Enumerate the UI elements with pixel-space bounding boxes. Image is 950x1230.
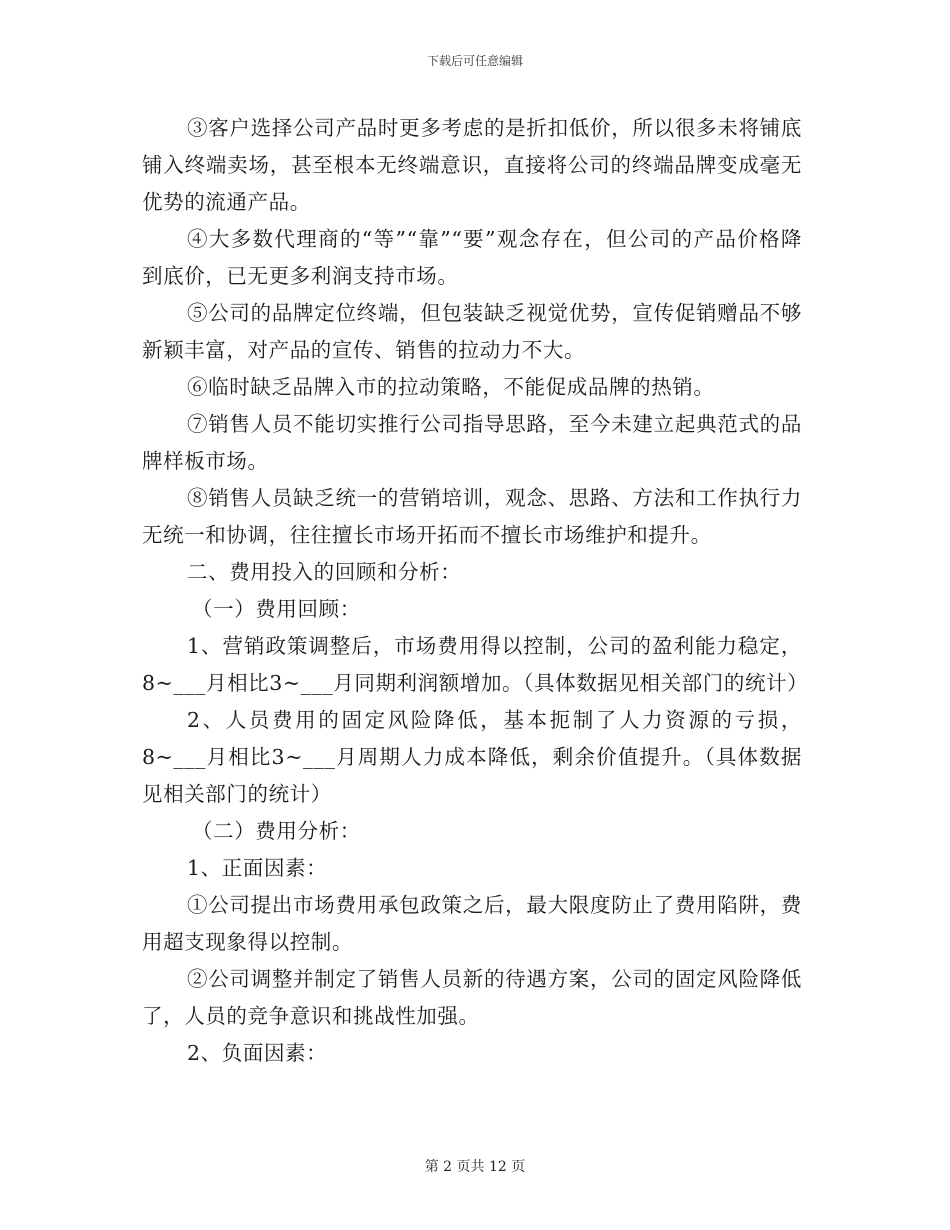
page-header: 下载后可任意编辑	[426, 54, 523, 68]
paragraph: ⑦销售人员不能切实推行公司指导思路，至今未建立起典范式的品牌样板市场。	[142, 412, 802, 473]
paragraph: 2、负面因素：	[187, 1041, 328, 1065]
page-footer: 第 2 页共 12 页	[424, 1159, 526, 1175]
paragraph: 2、人员费用的固定风险降低，基本扼制了人力资源的亏损，8~___月相比3~___月周期人力成本降低，剩余价值提升。（具体数据见相关部门的统计）	[142, 708, 802, 806]
paragraph: 1、正面因素：	[187, 856, 328, 880]
subsection-heading: （一）费用回顾：	[192, 597, 361, 621]
paragraph: ⑧销售人员缺乏统一的营销培训，观念、思路、方法和工作执行力无统一和协调，往往擅长市场开拓而不擅长市场维护和提升。	[142, 486, 802, 547]
paragraph: ②公司调整并制定了销售人员新的待遇方案，公司的固定风险降低了，人员的竞争意识和挑战性加强。	[142, 967, 802, 1028]
paragraph: ③客户选择公司产品时更多考虑的是折扣低价，所以很多未将铺底铺入终端卖场，甚至根本无终端意识，直接将公司的终端品牌变成毫无优势的流通产品。	[142, 116, 802, 214]
paragraph: ⑤公司的品牌定位终端，但包装缺乏视觉优势，宣传促销赠品不够新颖丰富，对产品的宣传、销售的拉动力不大。	[142, 301, 802, 362]
paragraph: ④大多数代理商的“等”“靠”“要”观念存在，但公司的产品价格降到底价，已无更多利润支持市场。	[142, 227, 802, 288]
paragraph: ⑥临时缺乏品牌入市的拉动策略，不能促成品牌的热销。	[187, 375, 715, 399]
document-body	[142, 110, 809, 1072]
section-heading: 二、费用投入的回顾和分析：	[187, 560, 462, 584]
paragraph: 1、营销政策调整后，市场费用得以控制，公司的盈利能力稳定，8~___月相比3~___月同期利润额增加。（具体数据见相关部门的统计）	[142, 634, 809, 695]
subsection-heading: （二）费用分析：	[192, 819, 361, 843]
paragraph: ①公司提出市场费用承包政策之后，最大限度防止了费用陷阱，费用超支现象得以控制。	[142, 893, 802, 954]
